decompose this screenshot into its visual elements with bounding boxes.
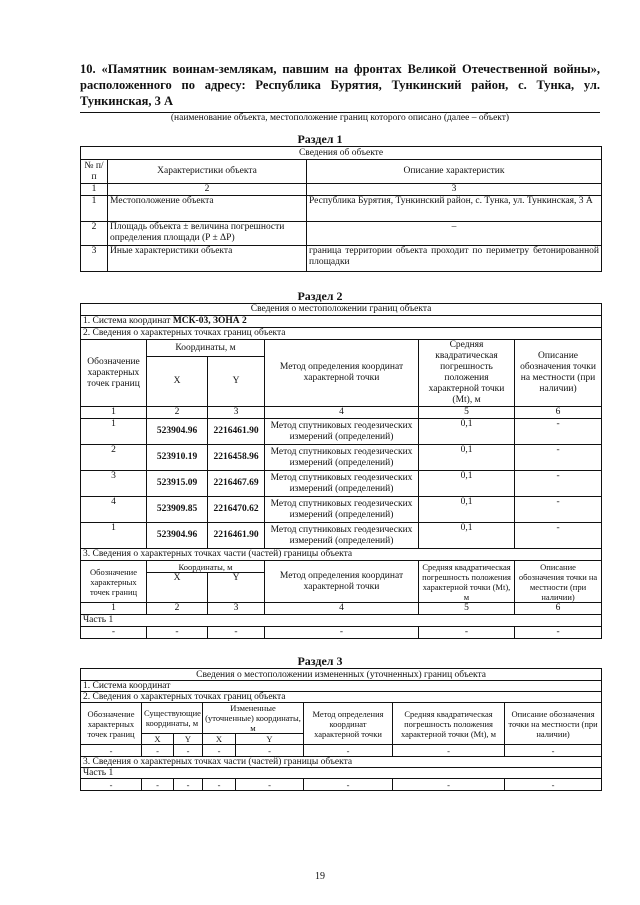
section3-title: Раздел 3: [297, 654, 343, 668]
index-cell: 3: [208, 603, 265, 615]
index-cell: 5: [419, 407, 515, 419]
header-method: Метод определения координат характерной точки: [265, 561, 419, 603]
coord-y: 2216458.96: [208, 445, 265, 471]
method: Метод спутниковых геодезических измерений (определений): [265, 419, 419, 445]
empty-cell: -: [505, 745, 602, 757]
header-point-description: Описание обозначения точки на местности (при наличии): [515, 561, 602, 603]
coord-y: 2216461.90: [208, 419, 265, 445]
empty-cell: -: [203, 745, 236, 757]
object-heading: 10. «Памятник воинам-землякам, павшим на фронтах Великой Отечественной войны», расположенного по адресу: Республика Бурятия, Тункинский район, с. Тунка, ул. Тункинская, 3 А: [80, 62, 600, 108]
index-cell: 4: [265, 407, 419, 419]
empty-cell: -: [81, 745, 142, 757]
index-cell: 2: [147, 407, 208, 419]
table-row: [81, 745, 602, 757]
table-row: [81, 419, 602, 445]
point-id: 2: [81, 445, 147, 471]
row-num: 3: [81, 246, 108, 272]
header-coordinates: Координаты, м: [147, 340, 265, 357]
section3-table: [80, 668, 602, 791]
point-id: 1: [81, 419, 147, 445]
part-label: Часть 1: [81, 615, 602, 627]
error: 0,1: [419, 497, 515, 523]
empty-cell: -: [505, 779, 602, 791]
empty-cell: -: [393, 779, 505, 791]
index-cell: 5: [419, 603, 515, 615]
table-row: [81, 471, 602, 497]
row-num: 2: [81, 222, 108, 246]
row-characteristic: Местоположение объекта: [108, 196, 307, 222]
section2-sub3: 3. Сведения о характерных точках части (частей) границы объекта: [81, 549, 602, 561]
section1-table-title: Сведения об объекте: [81, 147, 602, 160]
header-error: Средняя квадратическая погрешность положения характерной точки (Mt), м: [419, 340, 515, 407]
coord-system-row: [81, 316, 602, 328]
empty-cell: -: [208, 627, 265, 639]
table-row: [81, 246, 602, 272]
header-description: Описание характеристик: [307, 160, 602, 184]
section3-table-title: Сведения о местоположении измененных (уточненных) границ объекта: [81, 669, 602, 681]
object-subcaption: (наименование объекта, местоположение границ которого описано (далее – объект): [170, 113, 510, 123]
empty-cell: -: [174, 745, 203, 757]
point-id: 3: [81, 471, 147, 497]
coord-x: 523909.85: [147, 497, 208, 523]
header-coordinates: Координаты, м: [147, 561, 265, 573]
table-row: [81, 445, 602, 471]
index-cell: 1: [81, 407, 147, 419]
header-x: X: [142, 734, 174, 745]
empty-cell: -: [174, 779, 203, 791]
error: 0,1: [419, 445, 515, 471]
header-changed-coords: Измененные (уточненные) координаты, м: [203, 703, 304, 734]
point-id: 1: [81, 523, 147, 549]
section3-sub1: 1. Система координат: [81, 681, 602, 692]
table-row: [81, 222, 602, 246]
point-description: -: [515, 523, 602, 549]
empty-cell: -: [147, 627, 208, 639]
empty-cell: -: [203, 779, 236, 791]
table-row: [81, 779, 602, 791]
method: Метод спутниковых геодезических измерений (определений): [265, 497, 419, 523]
section1-table: [80, 146, 602, 272]
coord-y: 2216470.62: [208, 497, 265, 523]
empty-cell: -: [265, 627, 419, 639]
section2-table-title: Сведения о местоположении границ объекта: [81, 304, 602, 316]
index-cell: 1: [81, 603, 147, 615]
empty-cell: -: [236, 745, 304, 757]
method: Метод спутниковых геодезических измерений (определений): [265, 523, 419, 549]
coord-x: 523915.09: [147, 471, 208, 497]
header-x: X: [147, 357, 208, 407]
header-error: Средняя квадратическая погрешность положения характерной точки (Mt), м: [419, 561, 515, 603]
row-num: 1: [81, 196, 108, 222]
point-description: -: [515, 445, 602, 471]
point-id: 4: [81, 497, 147, 523]
page-number: 19: [315, 871, 325, 882]
section2-table: [80, 303, 602, 639]
index-cell: 2: [147, 603, 208, 615]
coord-x: 523904.96: [147, 419, 208, 445]
row-description: граница территории объекта проходит по периметру бетонированной площадки: [307, 246, 602, 272]
row-description: –: [307, 222, 602, 246]
empty-cell: -: [236, 779, 304, 791]
point-description: -: [515, 419, 602, 445]
header-y: Y: [174, 734, 203, 745]
row-characteristic: Площадь объекта ± величина погрешности определения площади (P ± ΔP): [108, 222, 307, 246]
empty-cell: -: [81, 779, 142, 791]
error: 0,1: [419, 419, 515, 445]
section2-title: Раздел 2: [297, 289, 343, 303]
coord-y: 2216467.69: [208, 471, 265, 497]
empty-cell: -: [304, 745, 393, 757]
header-num: № п/п: [81, 160, 108, 184]
section3-sub2: 2. Сведения о характерных точках границ объекта: [81, 692, 602, 703]
header-method: Метод определения координат характерной точки: [304, 703, 393, 745]
coord-x: 523910.19: [147, 445, 208, 471]
index-cell: 2: [108, 184, 307, 196]
part-label: Часть 1: [81, 768, 602, 779]
point-description: -: [515, 471, 602, 497]
empty-cell: -: [142, 745, 174, 757]
header-existing-coords: Существующие координаты, м: [142, 703, 203, 734]
index-cell: 1: [81, 184, 108, 196]
index-cell: 3: [307, 184, 602, 196]
error: 0,1: [419, 471, 515, 497]
table-row: [81, 497, 602, 523]
header-method: Метод определения координат характерной точки: [265, 340, 419, 407]
error: 0,1: [419, 523, 515, 549]
empty-cell: -: [304, 779, 393, 791]
header-characteristics: Характеристики объекта: [108, 160, 307, 184]
header-point-description: Описание обозначения точки на местности (при наличии): [515, 340, 602, 407]
header-point-description: Описание обозначения точки на местности (при наличии): [505, 703, 602, 745]
table-row: [81, 196, 602, 222]
header-y: Y: [208, 573, 265, 603]
row-description: Республика Бурятия, Тункинский район, с. Тунка, ул. Тункинская, 3 А: [307, 196, 602, 222]
table-row: [81, 523, 602, 549]
empty-cell: -: [393, 745, 505, 757]
header-point: Обозначение характерных точек границ: [81, 703, 142, 745]
point-description: -: [515, 497, 602, 523]
header-point: Обозначение характерных точек границ: [81, 561, 147, 603]
coord-system-label: 1. Система координат: [83, 316, 171, 326]
table-row: [81, 627, 602, 639]
empty-cell: -: [419, 627, 515, 639]
section3-sub3: 3. Сведения о характерных точках части (частей) границы объекта: [81, 757, 602, 768]
empty-cell: -: [515, 627, 602, 639]
method: Метод спутниковых геодезических измерений (определений): [265, 445, 419, 471]
row-characteristic: Иные характеристики объекта: [108, 246, 307, 272]
header-y: Y: [208, 357, 265, 407]
index-cell: 6: [515, 603, 602, 615]
index-cell: 6: [515, 407, 602, 419]
coord-x: 523904.96: [147, 523, 208, 549]
empty-cell: -: [81, 627, 147, 639]
index-cell: 4: [265, 603, 419, 615]
header-point: Обозначение характерных точек границ: [81, 340, 147, 407]
index-cell: 3: [208, 407, 265, 419]
empty-cell: -: [142, 779, 174, 791]
section1-title: Раздел 1: [297, 132, 343, 146]
method: Метод спутниковых геодезических измерений (определений): [265, 471, 419, 497]
header-error: Средняя квадратическая погрешность положения характерной точки (Mt), м: [393, 703, 505, 745]
coord-system-value: МСК-03, ЗОНА 2: [172, 316, 247, 326]
coord-y: 2216461.90: [208, 523, 265, 549]
header-y: Y: [236, 734, 304, 745]
header-x: X: [203, 734, 236, 745]
header-x: X: [147, 573, 208, 603]
section2-sub2: 2. Сведения о характерных точках границ объекта: [81, 328, 602, 340]
